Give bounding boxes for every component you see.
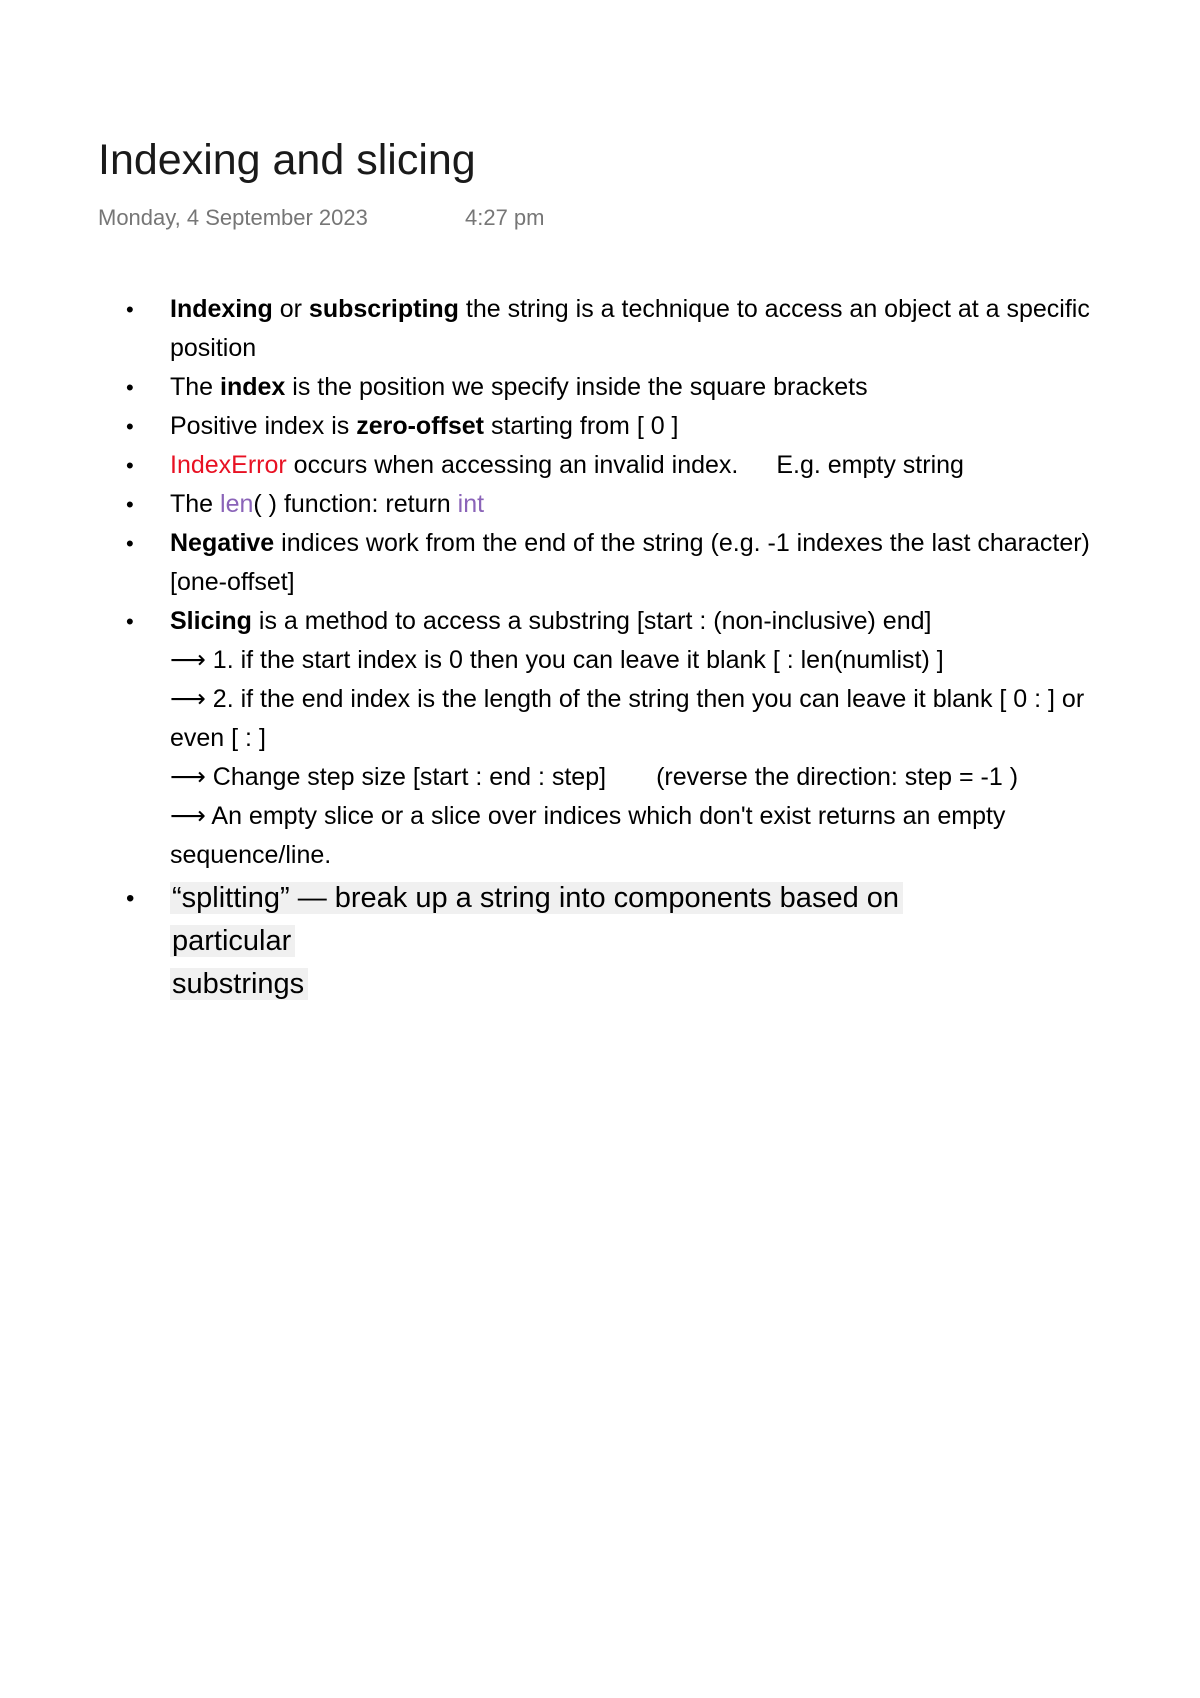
page-title: Indexing and slicing (98, 136, 476, 184)
keyword-zero-offset: zero-offset (356, 412, 484, 440)
bullet-icon: • (126, 531, 134, 556)
page-time: 4:27 pm (465, 205, 545, 230)
list-item: • Indexing or subscripting the string is a technique to access an object at a specific position (120, 290, 1100, 368)
page-date: Monday, 4 September 2023 (98, 205, 368, 230)
keyword-negative: Negative (170, 529, 275, 557)
list-item: • Positive index is zero-offset starting from [ 0 ] (120, 407, 1100, 446)
list-item: • The index is the position we specify inside the square brackets (120, 368, 1100, 407)
page-meta (98, 205, 545, 231)
slicing-rule-2: ⟶ 2. if the end index is the length of the string then you can leave it blank [ 0 : ] or even [ : ] (170, 685, 1085, 752)
list-item (120, 877, 1100, 1006)
slicing-rule-1: ⟶ 1. if the start index is 0 then you can leave it blank [ : len(numlist) ] (170, 646, 944, 674)
keyword-slicing: Slicing (170, 607, 252, 635)
bullet-icon: • (126, 297, 134, 322)
bullet-icon: • (126, 375, 134, 400)
int-type-term: int (457, 490, 485, 518)
bullet-icon: • (126, 885, 135, 912)
list-item: • The len( ) function: return int (120, 485, 1100, 524)
keyword-index: index (220, 373, 286, 401)
keyword-indexing: Indexing (170, 295, 273, 323)
bullet-icon: • (126, 492, 134, 517)
list-item (120, 602, 1100, 875)
splitting-note: “splitting” — break up a string into components based on particular substrings (170, 882, 903, 1000)
list-item: • Negative indices work from the end of the string (e.g. -1 indexes the last character) [one-offset] (120, 524, 1100, 602)
keyword-subscripting: subscripting (308, 295, 459, 323)
slicing-empty-rule: ⟶ An empty slice or a slice over indices which don't exist returns an empty sequence/line. (170, 802, 1006, 869)
bullet-icon: • (126, 453, 134, 478)
bullet-icon: • (126, 414, 134, 439)
len-function-term: len (220, 490, 254, 518)
slicing-step-rule: ⟶ Change step size [start : end : step] (reverse the direction: step = -1 ) (170, 763, 1019, 791)
slicing-definition: Slicing is a method to access a substring [start : (non-inclusive) end] (170, 607, 932, 635)
index-error-term: IndexError (170, 451, 287, 479)
list-item: • IndexError occurs when accessing an invalid index. E.g. empty string (120, 446, 1100, 485)
notes-list (120, 290, 1100, 1006)
bullet-icon: • (126, 609, 134, 634)
